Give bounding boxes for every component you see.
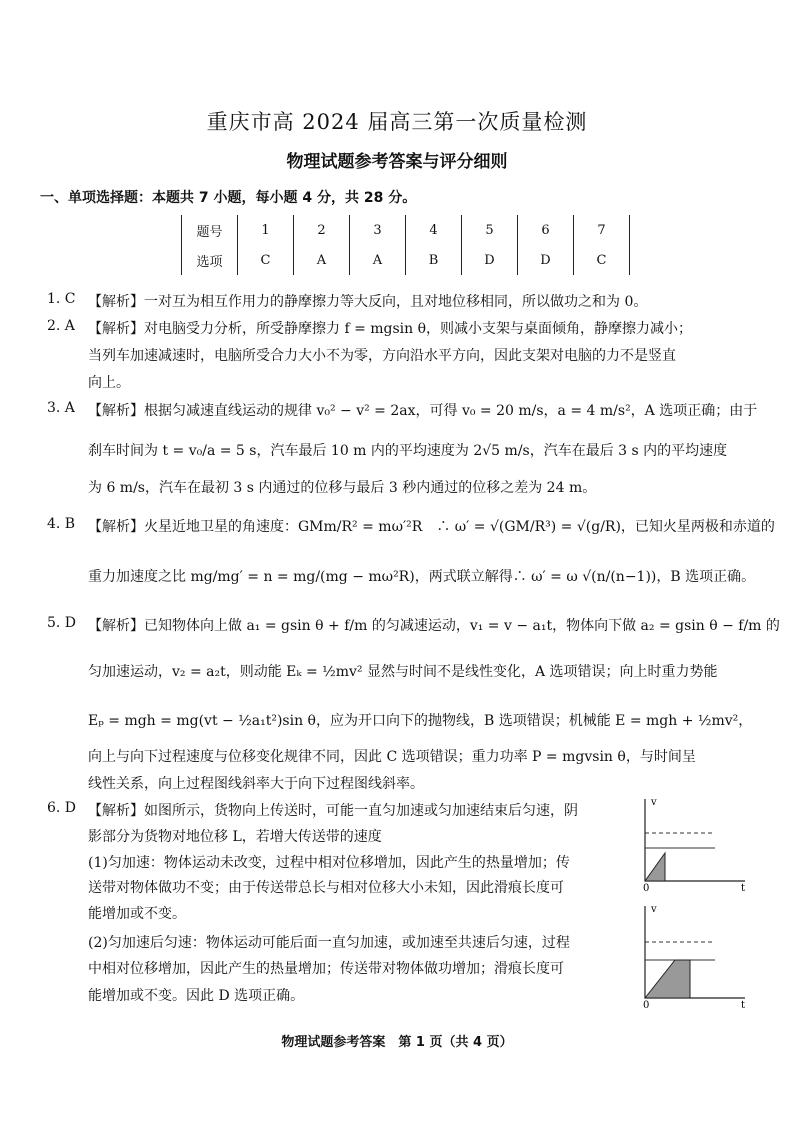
table-cell: 4: [406, 215, 462, 245]
table-cell: C: [238, 245, 294, 275]
answer-table: [181, 215, 630, 275]
table-cell: D: [518, 245, 574, 275]
table-cell: 1: [238, 215, 294, 245]
t-axis-label: t: [741, 1000, 746, 1010]
table-cell: A: [350, 245, 406, 275]
item-text-line: 【解析】已知物体向上做 a₁ = gsin θ + f/m 的匀减速运动，v₁ = v − a₁t，物体向下做 a₂ = gsin θ − f/m 的: [88, 618, 780, 634]
item-text-line: 【解析】根据匀减速直线运动的规律 v₀² − v² = 2ax，可得 v₀ = 20 m/s，a = 4 m/s²，A 选项正确；由于: [88, 403, 758, 419]
item-text-line: 向上与向下过程速度与位移变化规律不同，因此 C 选项错误；重力功率 P = mgvsin θ，与时间呈: [88, 749, 696, 765]
item-text-line: 为 6 m/s，汽车在最初 3 s 内通过的位移与最后 3 秒内通过的位移之差为 24 m。: [88, 480, 597, 496]
item-number: 3. A: [47, 400, 75, 416]
table-cell: C: [574, 245, 630, 275]
table-cell: 3: [350, 215, 406, 245]
item-text-line: 重力加速度之比 mg/mg′ = n = mg/(mg − mω²R)，两式联立解得∴ ω′ = ω √(n/(n−1))，B 选项正确。: [88, 569, 756, 585]
item-number: 6. D: [47, 800, 77, 816]
vt-graph-accelerate-then-uniform: [635, 900, 755, 1010]
item-text-line: 向上。: [88, 375, 130, 391]
table-cell: B: [406, 245, 462, 275]
v-axis-label: v: [651, 797, 657, 808]
table-cell: 2: [294, 215, 350, 245]
item-text-line: 线性关系，向上过程图线斜率大于向下过程图线斜率。: [88, 776, 424, 792]
item-text-line: 能增加或不变。: [88, 906, 186, 922]
item-number: 5. D: [47, 615, 77, 631]
item-number: 1. C: [47, 291, 76, 307]
table-row: [182, 245, 630, 275]
vt-graph-accelerate: [635, 793, 755, 893]
t-axis-label: t: [741, 883, 746, 893]
item-text-line: 【解析】一对互为相互作用力的静摩擦力等大反向，且对地位移相同，所以做功之和为 0。: [88, 294, 648, 310]
displacement-shade: [645, 853, 665, 881]
table-cell: 7: [574, 215, 630, 245]
item-text-line: 中相对位移增加，因此产生的热量增加；传送带对物体做功增加；滑痕长度可: [88, 961, 564, 977]
item-text-line: 送带对物体做功不变；由于传送带总长与相对位移大小未知，因此滑痕长度可: [88, 880, 564, 896]
item-number: 4. B: [47, 516, 76, 532]
displacement-shade: [645, 960, 690, 998]
item-text-line: 能增加或不变。因此 D 选项正确。: [88, 988, 305, 1004]
item-text-line: 【解析】火星近地卫星的角速度：GMm/R² = mω′²R ∴ ω′ = √(GM/R³) = √(g/R)，已知火星两极和赤道的: [88, 519, 775, 535]
item-text-line: 影部分为货物对地位移 L，若增大传送带的速度: [88, 829, 382, 845]
origin-label: 0: [643, 1000, 650, 1010]
item-text-line: 【解析】如图所示，货物向上传送时，可能一直匀加速或匀加速结束后匀速，阴: [88, 803, 578, 819]
item-text-line: 当列车加速减速时，电脑所受合力大小不为零，方向沿水平方向，因此支架对电脑的力不是竖直: [88, 348, 676, 364]
page-footer: 物理试题参考答案 第 1 页（共 4 页）: [281, 1035, 513, 1050]
item-text-line: Eₚ = mgh = mg(vt − ½a₁t²)sin θ，应为开口向下的抛物线，B 选项错误；机械能 E = mgh + ½mv²，: [88, 713, 753, 729]
v-axis-label: v: [651, 904, 657, 915]
item-text-line: 匀加速运动，v₂ = a₂t，则动能 Eₖ = ½mv² 显然与时间不是线性变化，A 选项错误；向上时重力势能: [88, 664, 718, 680]
table-cell: 题号: [182, 215, 238, 245]
table-cell: 6: [518, 215, 574, 245]
table-row: [182, 215, 630, 245]
page-subtitle: 物理试题参考答案与评分细则: [286, 152, 508, 172]
item-text-line: 【解析】对电脑受力分析，所受静摩擦力 f = mgsin θ，则减小支架与桌面倾角，静摩擦力减小；: [88, 321, 693, 337]
table-cell: D: [462, 245, 518, 275]
item-number: 2. A: [47, 318, 75, 334]
table-cell: A: [294, 245, 350, 275]
item-text-line: 刹车时间为 t = v₀/a = 5 s，汽车最后 10 m 内的平均速度为 2√5 m/s，汽车在最后 3 s 内的平均速度: [88, 443, 728, 459]
table-cell: 5: [462, 215, 518, 245]
page-title: 重庆市高 2024 届高三第一次质量检测: [206, 110, 588, 134]
table-cell: 选项: [182, 245, 238, 275]
item-text-line: (2)匀加速后匀速：物体运动可能后面一直匀加速，或加速至共速后匀速，过程: [88, 935, 570, 951]
origin-label: 0: [643, 883, 650, 893]
section-heading: 一、单项选择题：本题共 7 小题，每小题 4 分，共 28 分。: [40, 190, 417, 206]
item-text-line: (1)匀加速：物体运动未改变，过程中相对位移增加，因此产生的热量增加；传: [88, 855, 570, 871]
